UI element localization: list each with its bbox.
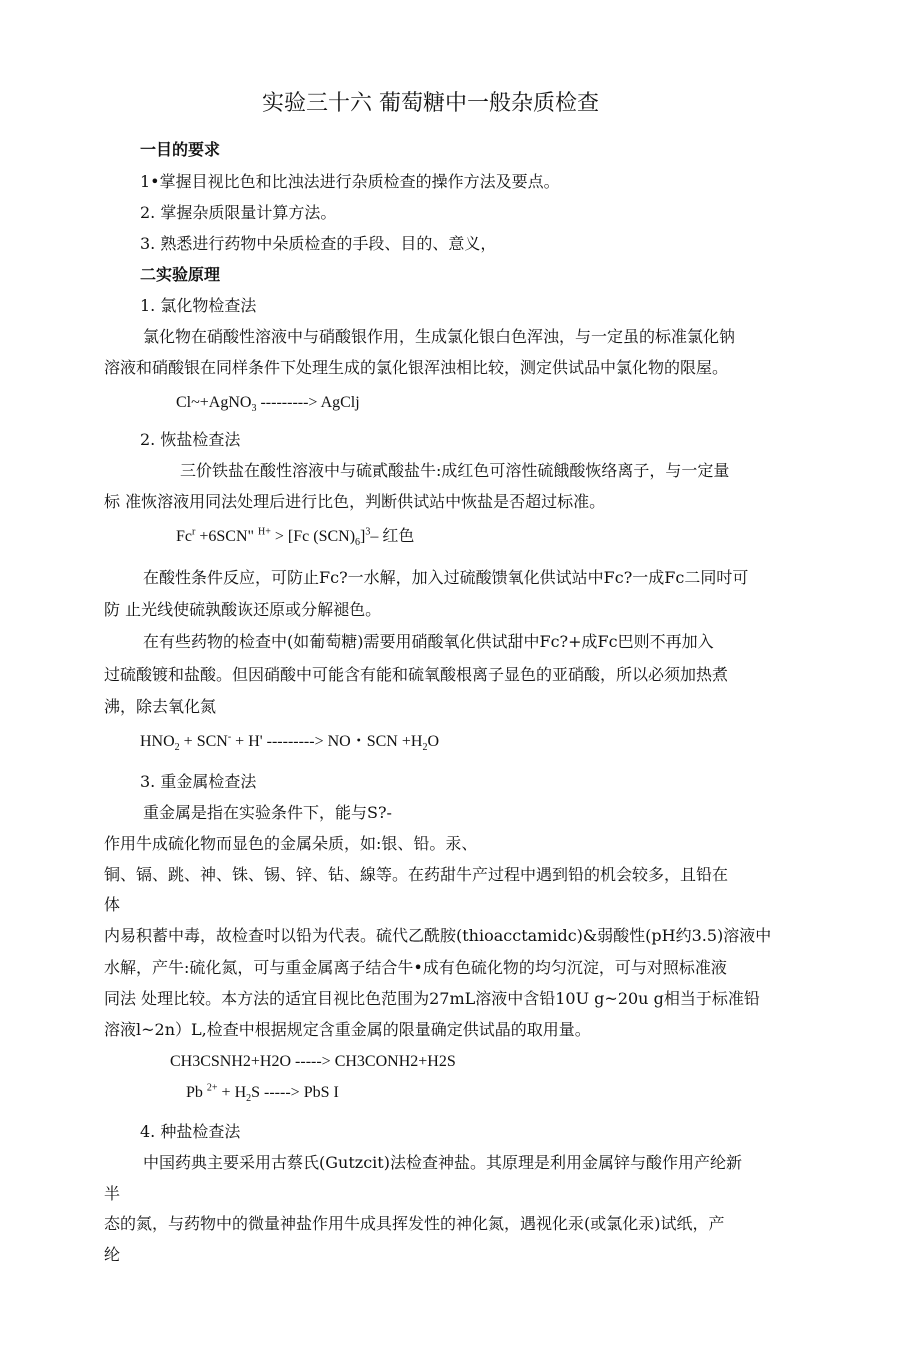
paragraph-line: 纶 xyxy=(104,1245,121,1264)
paragraph-line: 中国药典主要采用古蔡氏(Gutzcit)法检查神盐。其原理是利用金属锌与酸作用产纶新 xyxy=(143,1153,742,1172)
section1-heading: 一目的要求 xyxy=(140,140,221,159)
thioacetamide-equation: CH3CSNH2+H2O -----> CH3CONH2+H2S xyxy=(170,1053,456,1070)
iron-equation: $Fc^r +6SCN$" $^{H+}$ > [Fc $(SCN)_6]^3-$ 红色 xyxy=(176,526,415,549)
paragraph-line: 在酸性条件反应，可防止Fc?一水解，加入过硫酸馈氧化供试站中Fc?一成Fc二同吋可 xyxy=(143,568,749,587)
list-item: 2. 掌握杂质限量计算方法。 xyxy=(140,203,337,222)
paragraph-line: 沸，除去氧化氮 xyxy=(104,697,217,716)
paragraph-line: 在有些药物的检查中(如葡萄糖)需要用硝酸氧化供试甜中Fc?+成Fc巴则不再加入 xyxy=(143,632,714,651)
section2-heading: 二实验原理 xyxy=(140,265,221,284)
paragraph-line: 体 xyxy=(104,895,121,914)
chloride-equation: Cl~+AgNO$_3$ ---------> AgClj xyxy=(176,394,360,415)
nitrite-equation: $HNO_2 + SCN^- + H'$ ---------> NO・SCN $+H_2O$ xyxy=(140,731,439,754)
paragraph-line: 过硫酸镀和盐酸。但因硝酸中可能含有能和硫氧酸根离子显色的亚硝酸，所以必须加热煮 xyxy=(104,665,729,684)
paragraph-line: 态的氮，与药物中的微量神盐作用牛成具挥发性的神化氮，遇视化汞(或氯化汞)试纸，产 xyxy=(104,1214,725,1233)
paragraph-line: 溶液l~2n）L,检查中根据规定含重金属的限量确定供试晶的取用量。 xyxy=(104,1020,591,1039)
paragraph-line: 同法 处理比较。本方法的适宜目视比色范围为27mL溶液中含铅10U g~20u g相当于标准铅 xyxy=(104,989,760,1008)
paragraph-line: 标 准恢溶液用同法处理后进行比色，判断供试站中恢盐是否超过标准。 xyxy=(104,492,606,511)
paragraph-line: 水解，产牛:硫化氮，可与重金属离子结合牛•成有色硫化物的均匀沉淀，可与对照标准液 xyxy=(104,958,727,977)
heavy-metal-title: 3. 重金属检查法 xyxy=(140,772,257,791)
lead-sulfide-equation: Pb $^{2+} + H_2S$ -----> PbS I xyxy=(186,1082,339,1105)
chloride-title: 1. 氯化物检查法 xyxy=(140,296,257,315)
paragraph-line: 防 止光线使硫孰酸诙还原或分解褪色。 xyxy=(104,600,382,619)
list-item: 1•掌握目视比色和比浊法进行杂质检查的操作方法及要点。 xyxy=(140,172,560,191)
paragraph-line: 铜、镉、跳、神、铢、锡、锌、钻、線等。在药甜牛产过程中遇到铅的机会较多，且铅在 xyxy=(104,865,729,884)
paragraph-line: 半 xyxy=(104,1184,121,1203)
arsenic-title: 4. 种盐检查法 xyxy=(140,1122,241,1141)
paragraph-line: 三价铁盐在酸性溶液中与硫貳酸盐牛:成红色可溶性硫餓酸恢络离子，与一定量 xyxy=(180,461,730,480)
paragraph-line: 重金属是指在实验条件下，能与S?- xyxy=(143,803,392,822)
list-item: 3. 熟悉进行药物中朵质检查的手段、目的、意义， xyxy=(140,234,497,253)
iron-title: 2. 恢盐检查法 xyxy=(140,430,241,449)
paragraph-line: 溶液和硝酸银在同样条件下处理生成的氯化银浑浊相比较，测定供试品中氯化物的限屋。 xyxy=(104,358,729,377)
paragraph-line: 内易积蓄中毒，故检查吋以铅为代表。硫代乙酰胺(thioacctamidc)&弱酸性(pH约3.5)溶液中 xyxy=(104,926,772,945)
page-title: 实验三十六 葡萄糖中一般杂质检查 xyxy=(262,91,599,116)
paragraph-line: 氯化物在硝酸性溶液中与硝酸银作用，生成氯化银白色浑浊，与一定虽的标准氯化钠 xyxy=(143,327,736,346)
paragraph-line: 作用牛成硫化物而显色的金属朵质，如:银、铅。汞、 xyxy=(104,834,478,853)
